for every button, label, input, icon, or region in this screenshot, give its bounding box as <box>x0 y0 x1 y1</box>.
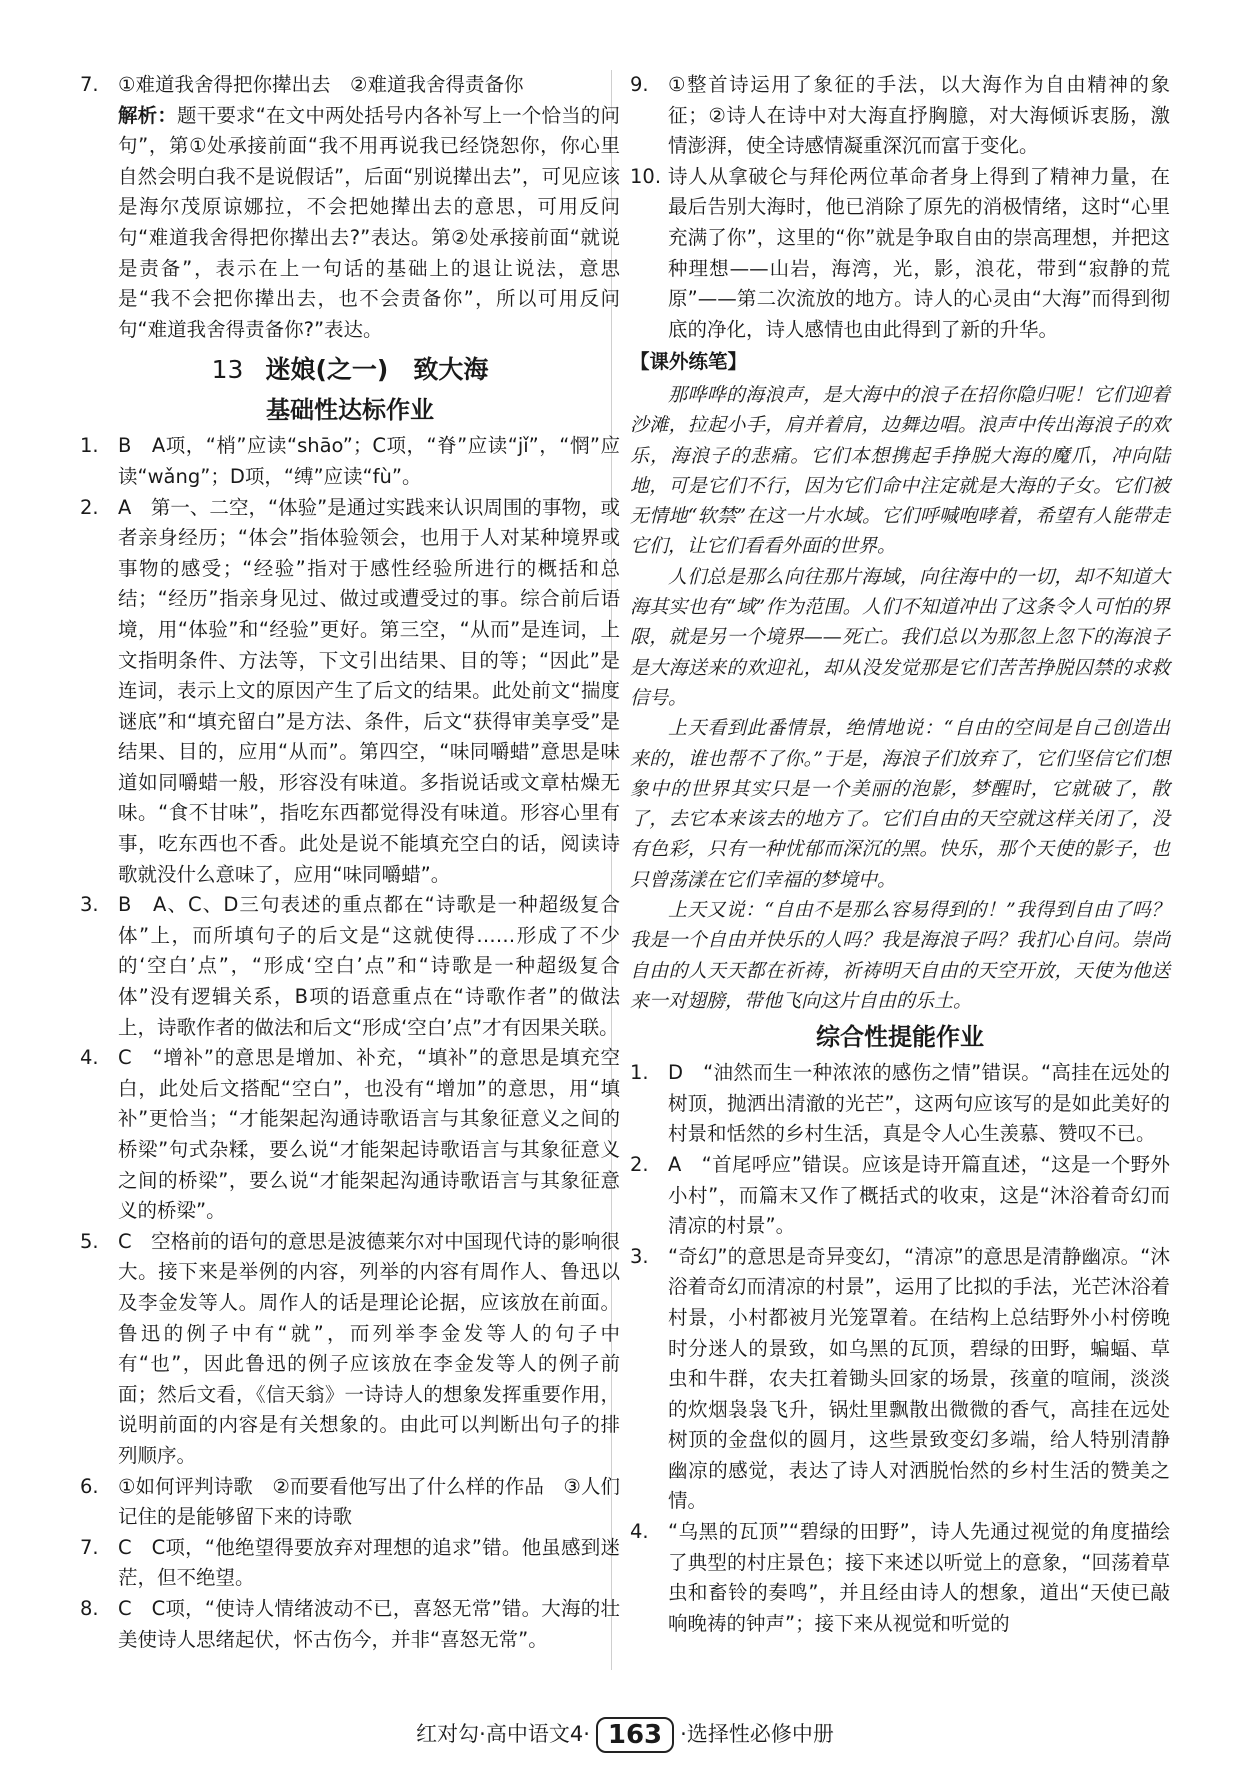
list-item <box>630 1517 1170 1639</box>
essay <box>630 380 1170 1016</box>
list-item <box>80 1594 620 1655</box>
essay-paragraph: 上天看到此番情景，绝情地说：“自由的空间是自己创造出来的，谁也帮不了你。”于是，海浪子们放弃了，它们坚信它们想象中的世界其实只是一个美丽的泡影，梦醒时，它就破了，散了，去它本来该去的地方了。它们自由的天空就这样关闭了，没有色彩，只有一种忧郁而深沉的黑。快乐，那个天使的影子，也只曾荡漾在它们幸福的梦境中。 <box>630 717 1170 891</box>
list-item <box>80 1472 620 1533</box>
item-number: 7. <box>80 1535 99 1559</box>
item-number: 10. <box>630 164 662 188</box>
item-text: C C项，“他绝望得要放弃对理想的追求”错。他虽感到迷茫，但不绝望。 <box>118 1535 620 1590</box>
item-number: 9. <box>630 73 649 96</box>
item-number: 1. <box>80 434 99 458</box>
item-number: 4. <box>630 1520 649 1544</box>
item-text: ①如何评判诗歌 ②而要看他写出了什么样的作品 ③人们记住的是能够留下来的诗歌 <box>118 1474 620 1529</box>
list-item <box>80 493 620 891</box>
list-item <box>80 1533 620 1594</box>
item-text: B A、C、D三句表述的重点都在“诗歌是一种超级复合体”上，而所填句子的后文是“这就使得……形成了不少的‘空白’点”，“形成‘空白’点”和“诗歌是一种超级复合体”没有逻辑关系，B项的语意重点在“诗歌作者”的做法上，诗歌作者的做法和后文“形成‘空白’点”才有因果关联。 <box>118 893 620 1039</box>
q7-answer-item <box>80 70 620 345</box>
item-number: 6. <box>80 1474 99 1498</box>
item-number: 4. <box>80 1046 99 1070</box>
item-number: 8. <box>80 1596 99 1620</box>
essay-paragraph: 上天又说：“自由不是那么容易得到的！”我得到自由了吗？我是一个自由并快乐的人吗？我是海浪子吗？我扪心自问。崇尚自由的人天天都在祈祷，祈祷明天自由的天空开放，天使为他送来一对翅膀，带他飞向这片自由的乐土。 <box>630 898 1170 1012</box>
footer-brand: 红对勾·高中语文4· <box>416 1722 590 1746</box>
item-text: “乌黑的瓦顶”“碧绿的田野”，诗人先通过视觉的角度描绘了典型的村庄景色；接下来述以听觉上的意象，“回荡着草虫和畜铃的奏鸣”，并且经由诗人的想象，道出“天使已敲响晚祷的钟声”；接下来从视觉和听觉的 <box>668 1520 1170 1635</box>
footer-book: ·选择性必修中册 <box>680 1722 834 1746</box>
list-item <box>630 1150 1170 1242</box>
list-item <box>630 70 1170 162</box>
item-number: 2. <box>80 495 99 519</box>
list-item <box>80 890 620 1043</box>
essay-paragraph: 那哗哗的海浪声，是大海中的浪子在招你隐归呢！它们迎着沙滩，拉起小手，肩并着肩，边舞边唱。浪声中传出海浪子的欢乐，海浪子的悲痛。它们本想携起手挣脱大海的魔爪，冲向陆地，可是它们不行，因为它们命中注定就是大海的子女。它们被无情地“软禁”在这一片水域。它们呼喊咆哮着，希望有人能带走它们，让它们看看外面的世界。 <box>630 383 1170 558</box>
item-text: 诗人从拿破仑与拜伦两位革命者身上得到了精神力量，在最后告别大海时，他已消除了原先的消极情绪，这时“心里充满了你”，这里的“你”就是争取自由的崇高理想，并把这种理想——山岩，海湾，光，影，浪花，带到“寂静的荒原”——第二次流放的地方。诗人的心灵由“大海”而得到彻底的净化，诗人感情也由此得到了新的升华。 <box>668 164 1170 341</box>
item-number: 5. <box>80 1229 99 1253</box>
analysis-text: 题干要求“在文中两处括号内各补写上一个恰当的问句”，第①处承接前面“我不用再说我已经饶恕你，你心里自然会明白我不是说假话”，后面“别说撵出去”，可见应该是海尔茂原谅娜拉，不会把她撵出去的意思，可用反问句“难道我舍得把你撵出去?”表达。第②处承接前面“就说是责备”，表示在上一句话的基础上的退让说法，意思是“我不会把你撵出去，也不会责备你”，所以可用反问句“难道我舍得责备你?”表达。 <box>118 103 620 341</box>
item-number: 1. <box>630 1061 649 1085</box>
item-text: “奇幻”的意思是奇异变幻，“清凉”的意思是清静幽凉。“沐浴着奇幻而清凉的村景”，运用了比拟的手法，光芒沐浴着村景，小村都被月光笼罩着。在结构上总结野外小村傍晚时分迷人的景致，如乌黑的瓦顶，碧绿的田野，蝙蝠、草虫和牛群，农夫扛着锄头回家的场景，孩童的喧闹，淡淡的炊烟袅袅飞升，锅灶里飘散出微微的香气，高挂在远处树顶的金盘似的圆月，这些景致变幻多端，给人特别清静幽凉的感觉，表达了诗人对洒脱怡然的乡村生活的赞美之情。 <box>668 1244 1170 1513</box>
list-item <box>80 1043 620 1227</box>
left-column <box>80 70 620 1655</box>
item-number: 7. <box>80 73 99 96</box>
item-text: C “增补”的意思是增加、补充，“填补”的意思是填充空白，此处后文搭配“空白”，也没有“增加”的意思，用“填补”更恰当；“才能架起沟通诗歌语言与其象征意义之间的桥梁”句式杂糅，要么说“才能架起诗歌语言与其象征意义之间的桥梁”，要么说“才能架起沟通诗歌语言与其象征意义的桥梁”。 <box>118 1046 620 1223</box>
list-item <box>630 1242 1170 1517</box>
item-text: D “油然而生一种浓浓的感伤之情”错误。“高挂在远处的树顶，抛洒出清澈的光芒”，这两句应该写的是如此美好的村景和恬然的乡村生活，真是令人心生羡慕、赞叹不已。 <box>668 1061 1170 1146</box>
item-text: C C项，“使诗人情绪波动不已，喜怒无常”错。大海的壮美使诗人思绪起伏，怀古伤今，并非“喜怒无常”。 <box>118 1596 620 1651</box>
item-answer: ①难道我舍得把你撵出去 ②难道我舍得责备你 <box>118 73 524 96</box>
list-item <box>630 162 1170 346</box>
list-item <box>80 431 620 492</box>
item-text: ①整首诗运用了象征的手法，以大海作为自由精神的象征；②诗人在诗中对大海直抒胸臆，对大海倾诉衷肠，激情澎湃，使全诗感情凝重深沉而富于变化。 <box>668 73 1170 158</box>
right-column <box>630 70 1170 1639</box>
list-item <box>80 1227 620 1472</box>
section-title-comprehensive: 综合性提能作业 <box>816 1023 984 1052</box>
list-item <box>630 1058 1170 1150</box>
essay-paragraph: 人们总是那么向往那片海域，向往海中的一切，却不知道大海其实也有“域”作为范围。人们不知道冲出了这条令人可怕的界限，就是另一个境界——死亡。我们总以为那忽上忽下的海浪子是大海送来的欢迎礼，却从没发觉那是它们苦苦挣脱囚禁的求救信号。 <box>630 565 1170 709</box>
item-number: 3. <box>80 893 99 917</box>
section-title-basic: 基础性达标作业 <box>266 396 434 425</box>
page-number: 163 <box>596 1717 674 1753</box>
item-text: C 空格前的语句的意思是波德莱尔对中国现代诗的影响很大。接下来是举例的内容，列举的内容有周作人、鲁迅以及李金发等人。周作人的话是理论论据，应该放在前面。鲁迅的例子中有“就”，而列举李金发等人的句子中有“也”，因此鲁迅的例子应该放在李金发等人的例子前面；然后文看，《信天翁》一诗诗人的想象发挥重要作用，说明前面的内容是有关想象的。由此可以判断出句子的排列顺序。 <box>118 1229 620 1467</box>
lesson-title <box>80 353 620 387</box>
item-text: A 第一、二空，“体验”是通过实践来认识周围的事物，或者亲身经历；“体会”指体验领会，也用于人对某种境界或事物的感受；“经验”指对于感性经验所进行的概括和总结；“经历”指亲身见过、做过或遭受过的事。综合前后语境，用“体验”和“经验”更好。第三空，“从而”是连词，上文指明条件、方法等，下文引出结果、目的等；“因此”是连词，表示上文的原因产生了后文的结果。此处前文“揣度谜底”和“填充留白”是方法、条件，后文“获得审美享受”是结果、目的，应用“从而”。第四空，“味同嚼蜡”意思是味道如同嚼蜡一般，形容没有味道。多指说话或文章枯燥无味。“食不甘味”，指吃东西都觉得没有味道。形容心里有事，吃东西也不香。此处是说不能填充空白的话，阅读诗歌就没什么意味了，应用“味同嚼蜡”。 <box>118 495 620 886</box>
page-footer <box>0 1714 1250 1754</box>
lesson-number: 13 <box>211 355 244 385</box>
extracurricular-tag: 【课外练笔】 <box>630 350 748 374</box>
analysis-label: 解析： <box>118 103 178 127</box>
item-number: 2. <box>630 1152 649 1176</box>
item-text: B A项，“梢”应读“shāo”；C项，“脊”应读“jǐ”，“惘”应读“wǎng”；D项，“缚”应读“fù”。 <box>118 434 620 488</box>
lesson-name: 迷娘(之一) 致大海 <box>265 355 489 385</box>
item-text: A “首尾呼应”错误。应该是诗开篇直述，“这是一个野外小村”，而篇末又作了概括式的收束，这是“沐浴着奇幻而清凉的村景”。 <box>668 1152 1170 1238</box>
item-number: 3. <box>630 1244 649 1268</box>
